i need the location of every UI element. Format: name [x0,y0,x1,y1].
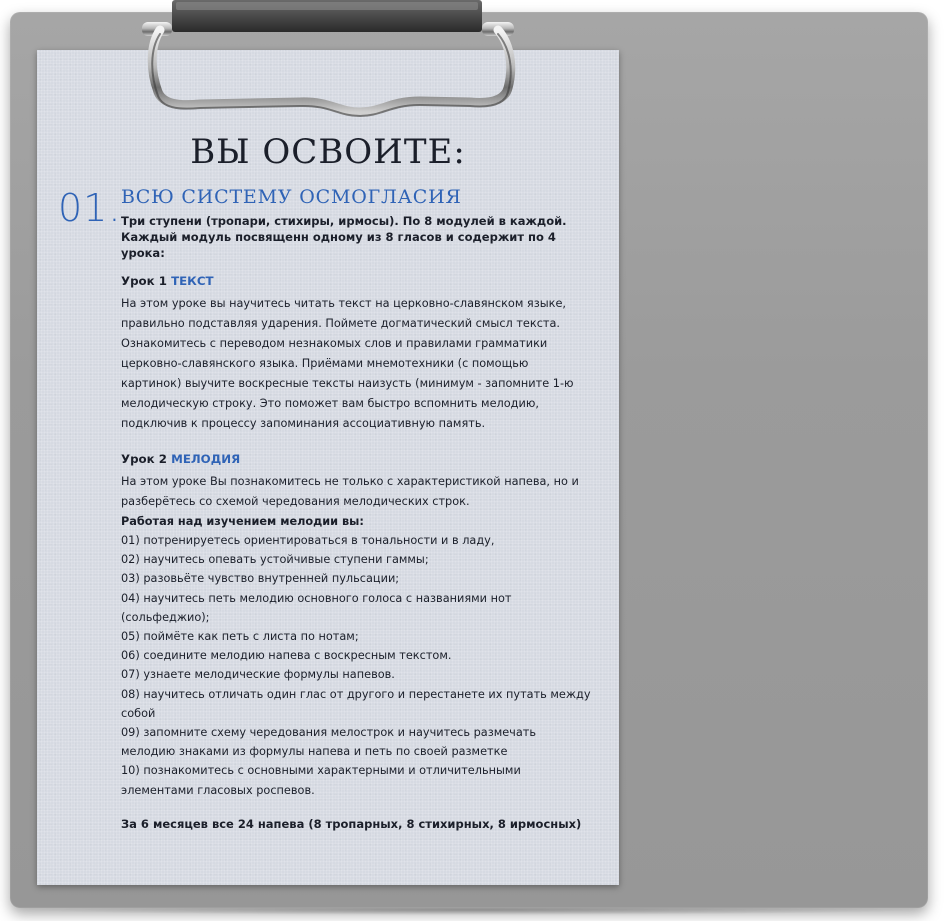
lesson2-label: Урок 2 [121,452,167,466]
list-item: 10) познакомитесь с основными характерными и отличительными элементами гласовых роспевов. [121,764,521,797]
list-item: 04) научитесь петь мелодию основного голоса с названиями нот (сольфеджио); [121,591,512,624]
lesson2-text: На этом уроке Вы познакомитесь не только с характеристикой напева, но и разберётесь со схемой чередования мелодических строк. [121,475,579,508]
lesson2-subhead: Работая над изучением мелодии вы: [121,515,364,528]
lesson1-name: ТЕКСТ [171,274,214,288]
list-item: 07) узнаете мелодические формулы напевов. [121,668,395,682]
list-item: 03) разовьёте чувство внутренней пульсации; [121,572,400,586]
list-item: 08) научитесь отличать один глас от другого и перестанете их путать между собой [121,687,591,720]
lesson1-text: На этом уроке вы научитесь читать текст на церковно-славянском языке, правильно подставляя ударения. Поймете догматический смысл текста. Ознакомитесь с переводом незнакомых слов и правилами грамматики церковно-славянского языка. Приёмами мнемотехники (с помощью картинок) выучите воскресные тексты наизусть (минимум - запомните 1-ю мелодическую строку. Это поможет вам быстро вспомнить мелодию, подключив к процессу запоминания ассоциативную память. [121,297,574,430]
lesson1-title [121,273,591,289]
section-number: 01. [58,186,122,230]
list-item: 02) научитесь опевать устойчивые ступени гаммы; [121,553,429,567]
page-title: ВЫ ОСВОИТЕ: [190,132,466,172]
list-item: 06) соедините мелодию напева с воскресным текстом. [121,649,452,663]
document-body [121,213,591,832]
footer-text: За 6 месяцев все 24 напева (8 тропарных, 8 стихирных, 8 ирмосных) [121,816,582,831]
list-item: 09) запомните схему чередования мелострок и научитесь размечать мелодию знаками из формулы напева и петь по своей разметке [121,726,537,759]
lesson2-title [121,451,591,467]
lesson2-name: МЕЛОДИЯ [171,452,241,466]
intro-text: Три ступени (тропари, стихиры, ирмосы). По 8 модулей в каждой. Каждый модуль посвященн одному из 8 гласов и содержит по 4 урока: [121,214,567,260]
list-item: 05) поймёте как петь с листа по нотам; [121,630,359,644]
lesson1-label: Урок 1 [121,274,167,288]
list-item: 01) потренируетесь ориентироваться в тональности и в ладу, [121,534,495,547]
lesson2-list [121,531,591,800]
section-heading: ВСЮ СИСТЕМУ ОСМОГЛАСИЯ [121,186,462,208]
